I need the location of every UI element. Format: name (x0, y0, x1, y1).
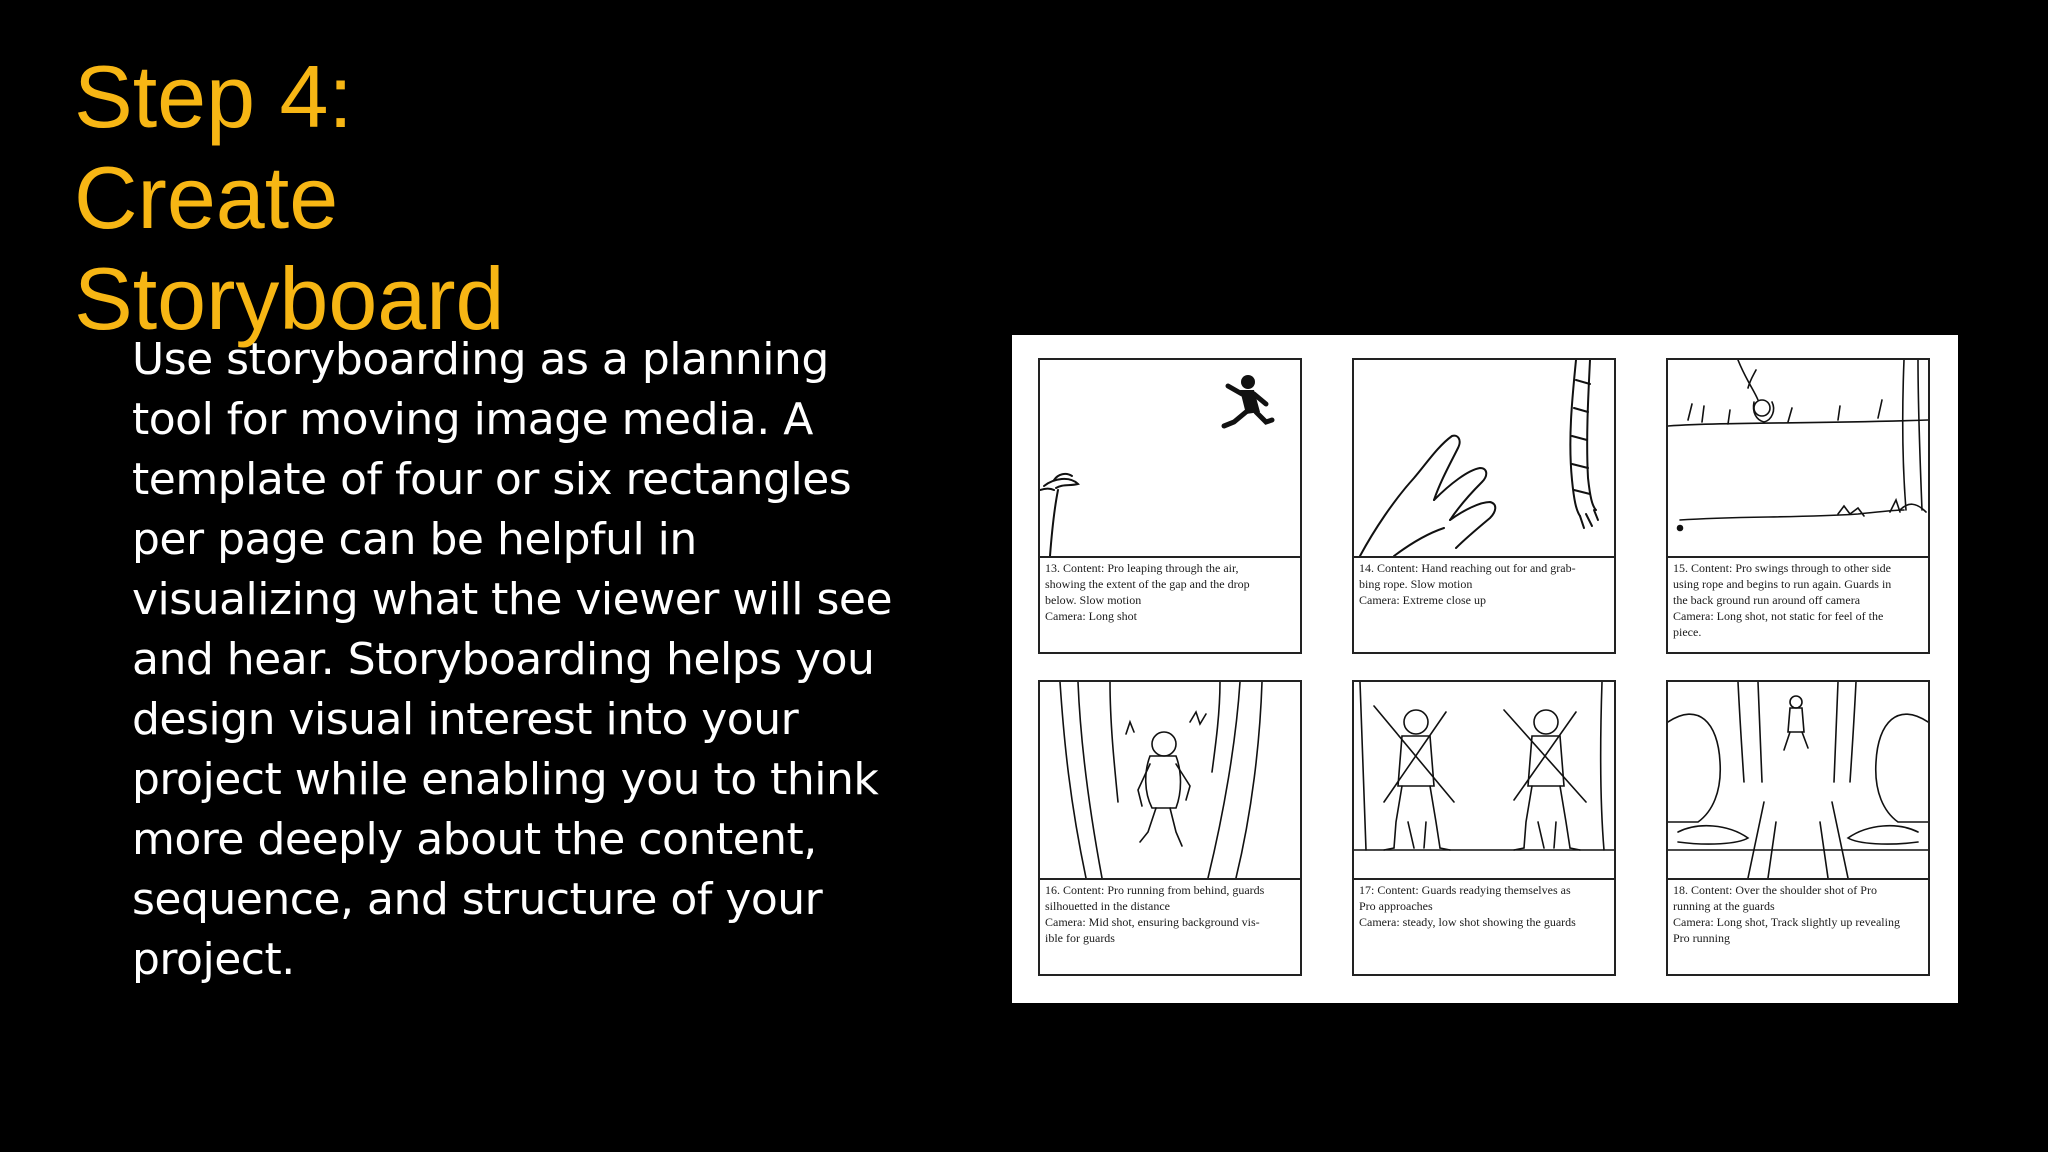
storyboard-panel-18 (1666, 680, 1930, 976)
panel-17-sketch (1354, 682, 1614, 880)
title-line: Step 4: (74, 47, 353, 146)
panel-15-sketch (1668, 360, 1928, 558)
caption-line: silhouetted in the distance (1045, 899, 1170, 913)
storyboard-panel-15 (1666, 358, 1930, 654)
panel-16-caption (1045, 882, 1297, 946)
body-line: visualizing what the viewer will see (132, 574, 893, 625)
panel-18-sketch (1668, 682, 1928, 880)
caption-line: piece. (1673, 625, 1702, 639)
body-line: Use storyboarding as a planning (132, 334, 829, 385)
caption-line: showing the extent of the gap and the drop (1045, 577, 1250, 591)
caption-line: ible for guards (1045, 931, 1115, 945)
panel-15-caption (1673, 560, 1925, 640)
caption-line: Camera: Mid shot, ensuring background vis- (1045, 915, 1260, 929)
storyboard-figure (1012, 335, 1958, 1003)
caption-line: Pro running (1673, 931, 1730, 945)
caption-line: the back ground run around off camera (1673, 593, 1861, 607)
caption-line: Pro approaches (1359, 899, 1433, 913)
body-line: project. (132, 934, 295, 985)
storyboard-panel-13 (1038, 358, 1302, 654)
panel-13-caption (1045, 560, 1297, 624)
caption-line: Camera: Long shot (1045, 609, 1137, 623)
storyboard-panel-14 (1352, 358, 1616, 654)
caption-line: below. Slow motion (1045, 593, 1142, 607)
title-line: Create (74, 148, 339, 247)
caption-line: 16. Content: Pro running from behind, guards (1045, 883, 1265, 897)
panel-13-sketch (1040, 360, 1300, 558)
panel-17-caption (1359, 882, 1611, 930)
caption-line: running at the guards (1673, 899, 1775, 913)
body-line: project while enabling you to think (132, 754, 879, 805)
caption-line: Camera: steady, low shot showing the guards (1359, 915, 1576, 929)
title-line: Storyboard (74, 249, 505, 348)
body-line: more deeply about the content, (132, 814, 817, 865)
body-line: template of four or six rectangles (132, 454, 852, 505)
caption-line: 18. Content: Over the shoulder shot of Pro (1673, 883, 1877, 897)
panel-16-sketch (1040, 682, 1300, 880)
body-line: design visual interest into your (132, 694, 799, 745)
caption-line: bing rope. Slow motion (1359, 577, 1473, 591)
caption-line: Camera: Extreme close up (1359, 593, 1486, 607)
panel-14-sketch (1354, 360, 1614, 558)
body-line: and hear. Storyboarding helps you (132, 634, 875, 685)
caption-line: using rope and begins to run again. Guards in (1673, 577, 1892, 591)
caption-line: Camera: Long shot, not static for feel of the (1673, 609, 1884, 623)
panel-18-caption (1673, 882, 1925, 946)
slide-body-text (132, 330, 932, 990)
caption-line: 13. Content: Pro leaping through the air, (1045, 561, 1239, 575)
body-line: sequence, and structure of your (132, 874, 823, 925)
slide-title (74, 46, 594, 349)
caption-line: Camera: Long shot, Track slightly up revealing (1673, 915, 1900, 929)
caption-line: 15. Content: Pro swings through to other side (1673, 561, 1891, 575)
storyboard-panel-16 (1038, 680, 1302, 976)
caption-line: 14. Content: Hand reaching out for and grab- (1359, 561, 1576, 575)
storyboard-panel-17 (1352, 680, 1616, 976)
body-line: tool for moving image media. A (132, 394, 813, 445)
body-line: per page can be helpful in (132, 514, 697, 565)
caption-line: 17: Content: Guards readying themselves as (1359, 883, 1571, 897)
panel-14-caption (1359, 560, 1611, 608)
